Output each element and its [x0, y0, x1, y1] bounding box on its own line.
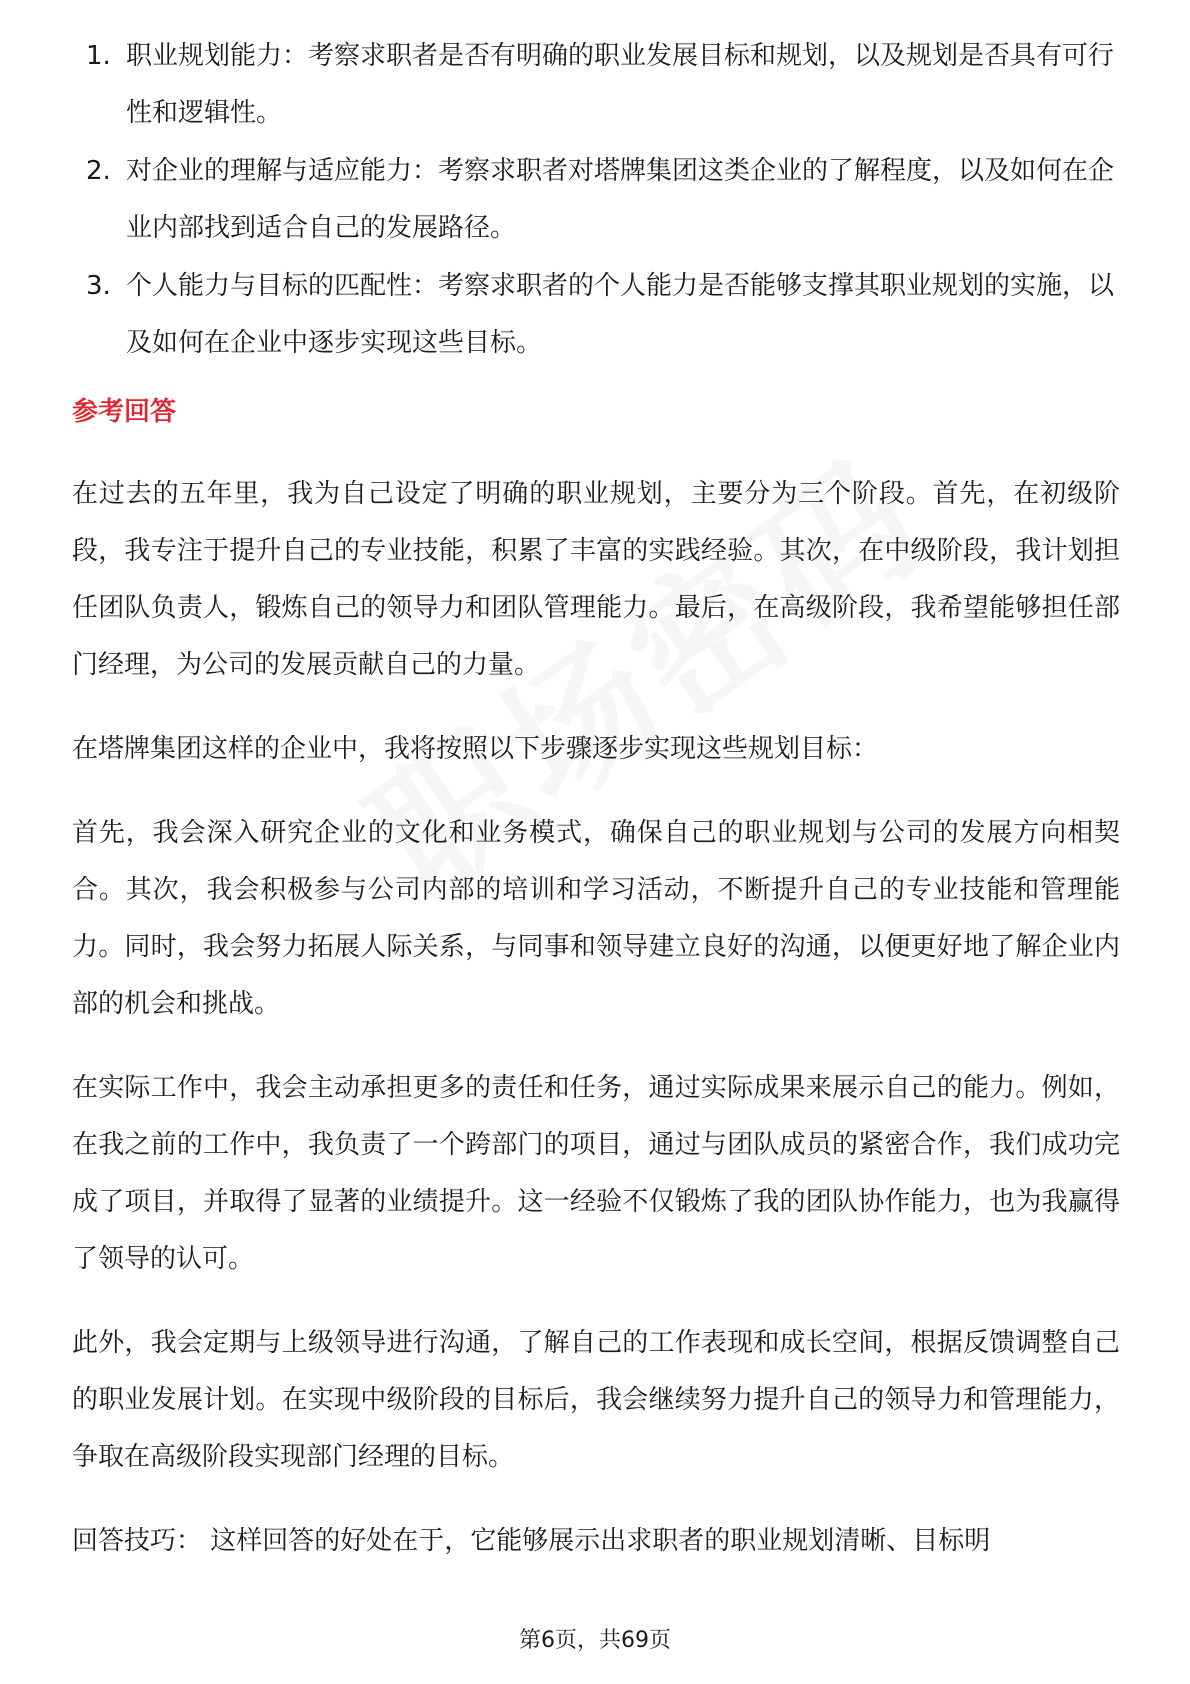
paragraph: 在过去的五年里，我为自己设定了明确的职业规划，主要分为三个阶段。首先，在初级阶段，我专注于提升自己的专业技能，积累了丰富的实践经验。其次，在中级阶段，我计划担任团队负责人，锻炼自己的领导力和团队管理能力。最后，在高级阶段，我希望能够担任部门经理，为公司的发展贡献自己的力量。 [72, 479, 1120, 680]
list-item-text: 个人能力与目标的匹配性：考察求职者的个人能力是否能够支撑其职业规划的实施，以及如何在企业中逐步实现这些目标。 [126, 271, 1115, 358]
paragraph: 此外，我会定期与上级领导进行沟通，了解自己的工作表现和成长空间，根据反馈调整自己的职业发展计划。在实现中级阶段的目标后，我会继续努力提升自己的领导力和管理能力，争取在高级阶段实现部门经理的目标。 [72, 1328, 1120, 1472]
paragraph: 回答技巧： 这样回答的好处在于，它能够展示出求职者的职业规划清晰、目标明 [72, 1526, 991, 1556]
paragraph: 在塔牌集团这样的企业中，我将按照以下步骤逐步实现这些规划目标： [72, 734, 879, 764]
list-item [80, 28, 1120, 142]
paragraph: 首先，我会深入研究企业的文化和业务模式，确保自己的职业规划与公司的发展方向相契合。其次，我会积极参与公司内部的培训和学习活动，不断提升自己的专业技能和管理能力。同时，我会努力拓展人际关系，与同事和领导建立良好的沟通，以便更好地了解企业内部的机会和挑战。 [72, 818, 1120, 1019]
section-heading: 参考回答 [72, 397, 177, 427]
list-number: 2. [86, 156, 111, 186]
paragraph: 在实际工作中，我会主动承担更多的责任和任务，通过实际成果来展示自己的能力。例如，在我之前的工作中，我负责了一个跨部门的项目，通过与团队成员的紧密合作，我们成功完成了项目，并取得了显著的业绩提升。这一经验不仅锻炼了我的团队协作能力，也为我赢得了领导的认可。 [72, 1073, 1120, 1274]
list-number: 3. [86, 271, 111, 301]
criteria-list [80, 28, 1120, 373]
list-item-text: 职业规划能力：考察求职者是否有明确的职业发展目标和规划，以及规划是否具有可行性和逻辑性。 [126, 41, 1115, 128]
list-number: 1. [86, 41, 111, 71]
list-item [80, 258, 1120, 372]
page-number: 第6页，共69页 [519, 1628, 671, 1653]
answer-content [72, 466, 1120, 1597]
list-item-text: 对企业的理解与适应能力：考察求职者对塔牌集团这类企业的了解程度，以及如何在企业内部找到适合自己的发展路径。 [126, 156, 1115, 243]
list-item [80, 143, 1120, 257]
